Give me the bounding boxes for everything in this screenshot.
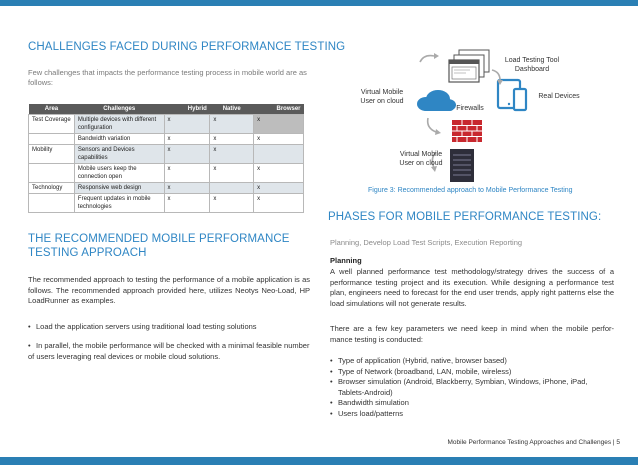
arrowhead-icon <box>434 53 439 59</box>
row-area: Test Coverage <box>29 115 75 134</box>
row-challenge: Mobile users keep the connection open <box>74 164 164 183</box>
label-real-devices: Real Devices <box>538 93 580 100</box>
label-line: User on cloud <box>360 98 404 105</box>
dashboard-icon <box>449 50 489 82</box>
row-browser: x <box>254 183 304 194</box>
bullet-text: In parallel, the mobile performance will be checked with a minimal feasible number of users leveraging real devices or mobile cloud solutions. <box>28 341 310 361</box>
label-line: User on cloud <box>399 160 443 167</box>
row-browser: x <box>254 134 304 145</box>
row-hybrid: x <box>164 115 210 134</box>
label-line: Dashboard <box>514 66 550 73</box>
header-browser: Browser <box>254 104 304 115</box>
planning-heading: Planning <box>330 256 362 265</box>
table-row <box>29 183 304 194</box>
row-hybrid: x <box>164 183 210 194</box>
row-hybrid: x <box>164 134 210 145</box>
bullet-dot: • <box>28 322 31 331</box>
row-hybrid: x <box>164 145 210 164</box>
row-native: x <box>210 194 254 213</box>
list-item <box>330 356 614 367</box>
approach-title <box>28 232 290 260</box>
list-item <box>330 409 614 420</box>
param-text: Type of Network (broadband, LAN, mobile, wireless) <box>338 366 512 376</box>
table-row <box>29 164 304 183</box>
arrowhead-icon <box>435 129 441 135</box>
challenges-intro: Few challenges that impacts the performance testing process in mobile world are as follows: <box>28 68 307 87</box>
row-area <box>29 164 75 183</box>
param-text: Users load/patterns <box>338 408 404 418</box>
bottom-accent-bar <box>0 457 638 465</box>
row-area: Technology <box>29 183 75 194</box>
bullet-dot: • <box>330 356 333 365</box>
label-load-testing-tool <box>484 56 580 74</box>
header-native: Native <box>210 104 254 115</box>
table-row <box>29 134 304 145</box>
approach-text: The recommended approach to testing the performance of a mobile application is as follows. The recommended approach provided here, utilizes Neotys Neo-Load, HP LoadRunner as examples. <box>28 275 310 305</box>
row-browser: x <box>254 164 304 183</box>
bullet-dot: • <box>28 341 31 350</box>
header-challenges: Challenges <box>74 104 164 115</box>
firewall-icon <box>452 120 482 142</box>
params-list <box>330 356 614 419</box>
bullet-dot: • <box>330 377 333 386</box>
param-text: Type of application (Hybrid, native, browser based) <box>338 356 507 365</box>
row-challenge: Responsive web design <box>74 183 164 194</box>
row-challenge: Frequent updates in mobile technologies <box>74 194 164 213</box>
row-challenge: Bandwidth variation <box>74 134 164 145</box>
approach-title-line-1: THE RECOMMENDED MOBILE PERFORMANCE <box>28 233 290 245</box>
param-text: Bandwidth simulation <box>338 398 409 407</box>
figure-caption: Figure 3: Recommended approach to Mobile Performance Testing <box>368 187 573 194</box>
label-line: Virtual Mobile <box>399 151 443 158</box>
row-area: Mobility <box>29 145 75 164</box>
row-browser: x <box>254 115 304 134</box>
row-challenge: Multiple devices with different configuration <box>74 115 164 134</box>
row-native <box>210 183 254 194</box>
row-native: x <box>210 115 254 134</box>
list-item <box>330 367 614 378</box>
row-hybrid: x <box>164 194 210 213</box>
table-row <box>29 115 304 134</box>
row-native: x <box>210 164 254 183</box>
approach-bullet <box>28 341 310 362</box>
row-area <box>29 194 75 213</box>
approach-bullet <box>28 322 310 333</box>
row-hybrid: x <box>164 164 210 183</box>
top-accent-bar <box>0 0 638 6</box>
row-native: x <box>210 134 254 145</box>
approach-title-line-2: TESTING APPROACH <box>28 247 147 259</box>
header-hybrid: Hybrid <box>164 104 210 115</box>
devices-icon <box>498 80 526 110</box>
arrow-icon <box>420 56 434 62</box>
row-challenge: Sensors and Devices capabilities <box>74 145 164 164</box>
row-native: x <box>210 145 254 164</box>
row-browser <box>254 145 304 164</box>
label-line: Load Testing Tool <box>504 57 560 64</box>
phases-steps: Planning, Develop Load Test Scripts, Execution Reporting <box>330 238 523 247</box>
label-virtual-mobile-top <box>348 88 416 106</box>
table-row <box>29 145 304 164</box>
header-area: Area <box>29 104 75 115</box>
list-item <box>330 398 614 409</box>
list-item <box>330 377 614 398</box>
label-virtual-mobile-bottom <box>388 150 454 168</box>
challenges-table <box>28 104 304 213</box>
bullet-dot: • <box>330 408 333 418</box>
bullet-dot: • <box>330 398 333 407</box>
label-firewalls: Firewalls <box>456 105 484 112</box>
arrow-icon <box>428 118 436 132</box>
params-intro: There are a few key parameters we need keep in mind when the mobile perfor-mance testing is conducted: <box>330 324 614 344</box>
table-row <box>29 194 304 213</box>
planning-text: A well planned performance test methodology/strategy drives the success of a performance testing project and its execution. While designing a performance test plan, engineers need to forecast for the end user trends, apply right patterns else the load simulations will not generate results. <box>330 267 614 308</box>
row-browser: x <box>254 194 304 213</box>
bullet-text: Load the application servers using traditional load testing solutions <box>36 322 257 331</box>
challenges-title: CHALLENGES FACED DURING PERFORMANCE TESTING <box>28 41 346 53</box>
row-area <box>29 134 75 145</box>
phases-title: PHASES FOR MOBILE PERFORMANCE TESTING: <box>328 211 602 223</box>
label-line: Virtual Mobile <box>360 89 404 96</box>
page-footer: Mobile Performance Testing Approaches and Challenges | 5 <box>447 439 620 446</box>
param-text: Browser simulation (Android, Blackberry, Symbian, Windows, iPhone, iPad, Tablets-Android) <box>338 377 588 397</box>
bullet-dot: • <box>330 366 333 376</box>
